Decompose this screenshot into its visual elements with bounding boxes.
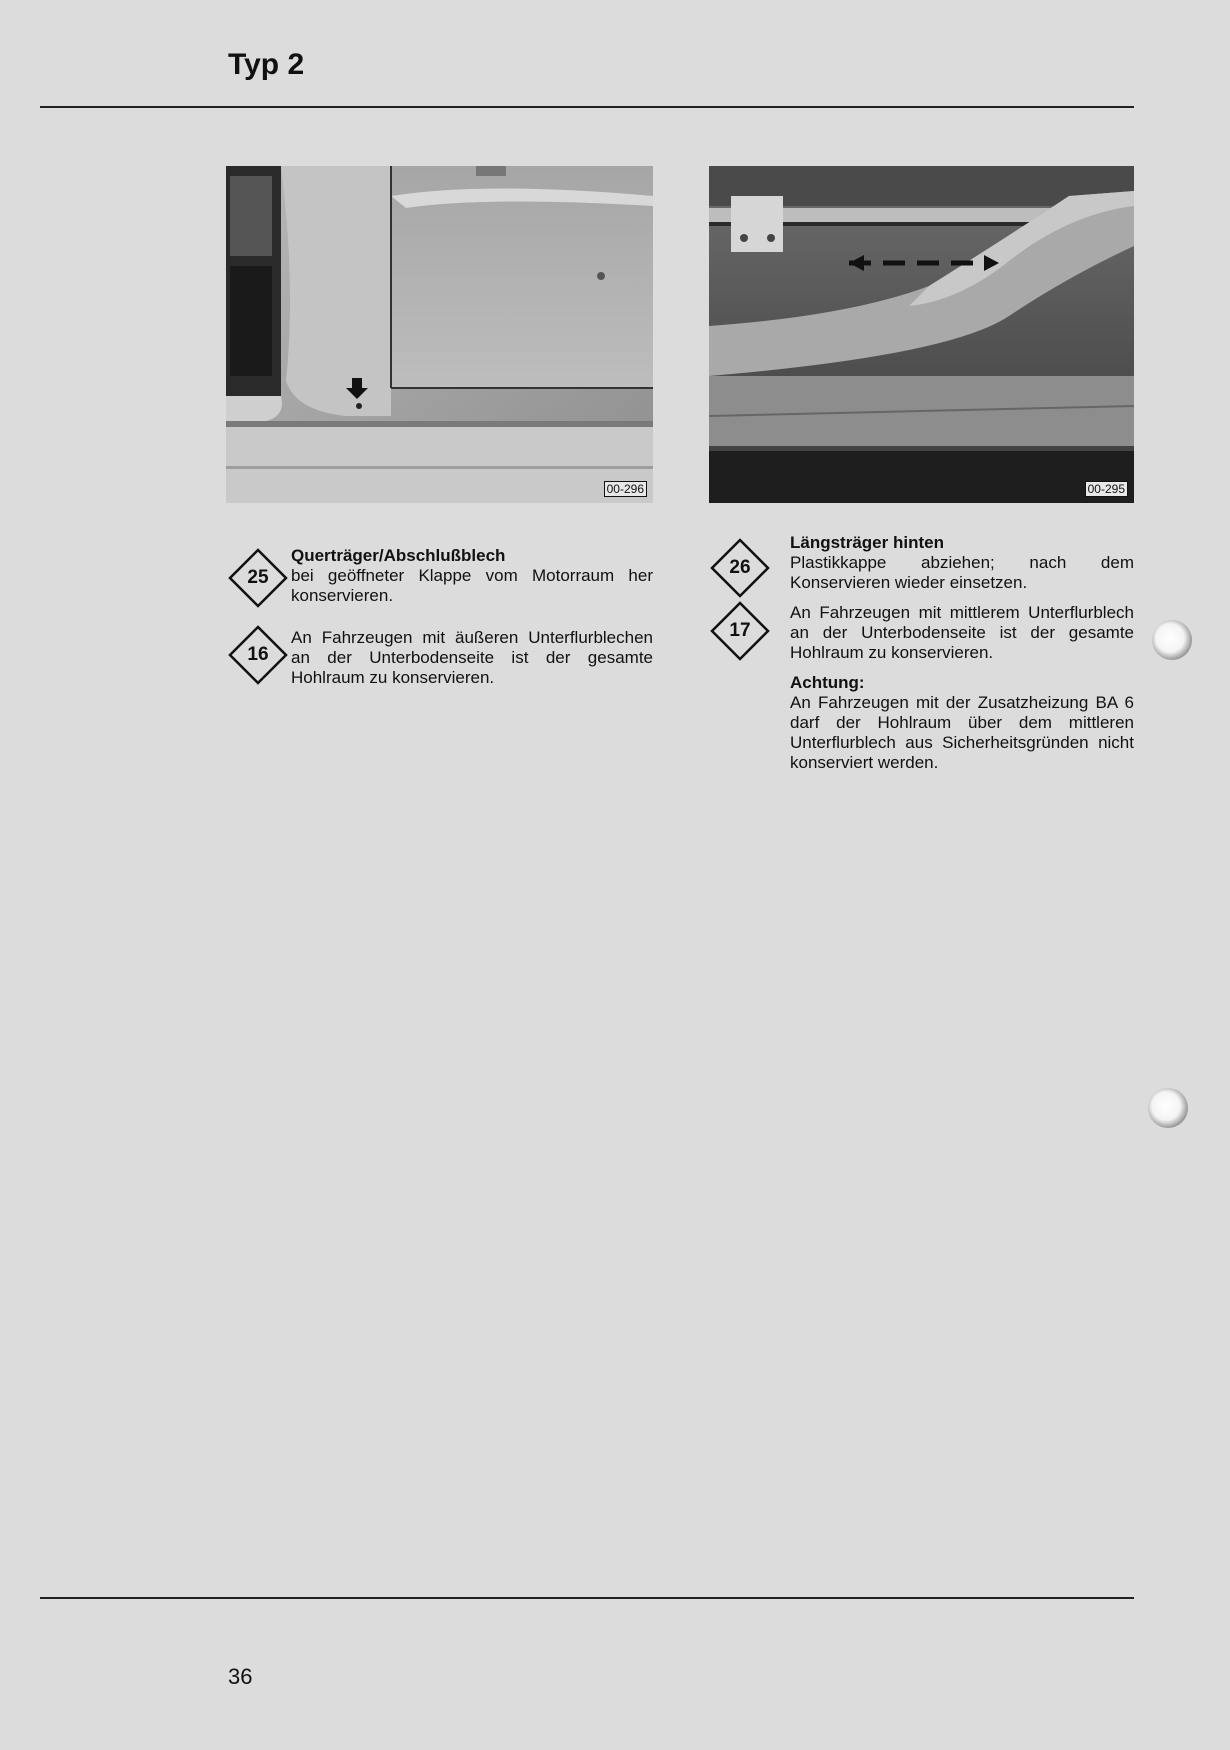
photo-reference-code: 00-295 — [1085, 481, 1128, 497]
section-crossmember — [291, 546, 653, 606]
section-text: Plastikkappe abziehen; nach dem Konservieren wieder einsetzen. — [790, 553, 1134, 592]
page-title: Typ 2 — [228, 48, 305, 81]
section-longitudinal-member — [790, 533, 1134, 593]
header-rule — [40, 106, 1134, 108]
diamond-badge: 25 — [228, 548, 288, 608]
punch-hole — [1148, 1088, 1188, 1128]
warning-heading: Achtung: — [790, 673, 865, 692]
punch-hole — [1152, 620, 1192, 660]
diamond-badge: 16 — [228, 625, 288, 685]
section-outer-floor-panels — [291, 628, 653, 688]
warning-note — [790, 673, 1134, 773]
photo-crossmember — [226, 166, 653, 503]
photo-longitudinal-member-image — [709, 166, 1134, 503]
section-text: bei geöffneter Klappe vom Motorraum her konservieren. — [291, 566, 653, 605]
section-heading: Längsträger hinten — [790, 533, 944, 552]
photo-longitudinal-member — [709, 166, 1134, 503]
section-text: An Fahrzeugen mit mittlerem Unterflurblech an der Unterbodenseite ist der gesamte Hohlraum zu konservieren. — [790, 603, 1134, 662]
section-text: An Fahrzeugen mit äußeren Unterflurblechen an der Unterbodenseite ist der gesamte Hohlraum zu konservieren. — [291, 628, 653, 687]
diamond-badge: 17 — [710, 601, 770, 661]
section-middle-floor-panel — [790, 603, 1134, 663]
diamond-badge: 26 — [710, 538, 770, 598]
section-heading: Querträger/Abschlußblech — [291, 546, 506, 565]
photo-reference-code: 00-296 — [604, 481, 647, 497]
warning-text: An Fahrzeugen mit der Zusatzheizung BA 6 darf der Hohlraum über dem mittleren Unterflurblech aus Sicherheitsgründen nicht konserviert werden. — [790, 693, 1134, 772]
photo-crossmember-image — [226, 166, 653, 503]
page-number: 36 — [228, 1664, 253, 1689]
footer-rule — [40, 1597, 1134, 1599]
